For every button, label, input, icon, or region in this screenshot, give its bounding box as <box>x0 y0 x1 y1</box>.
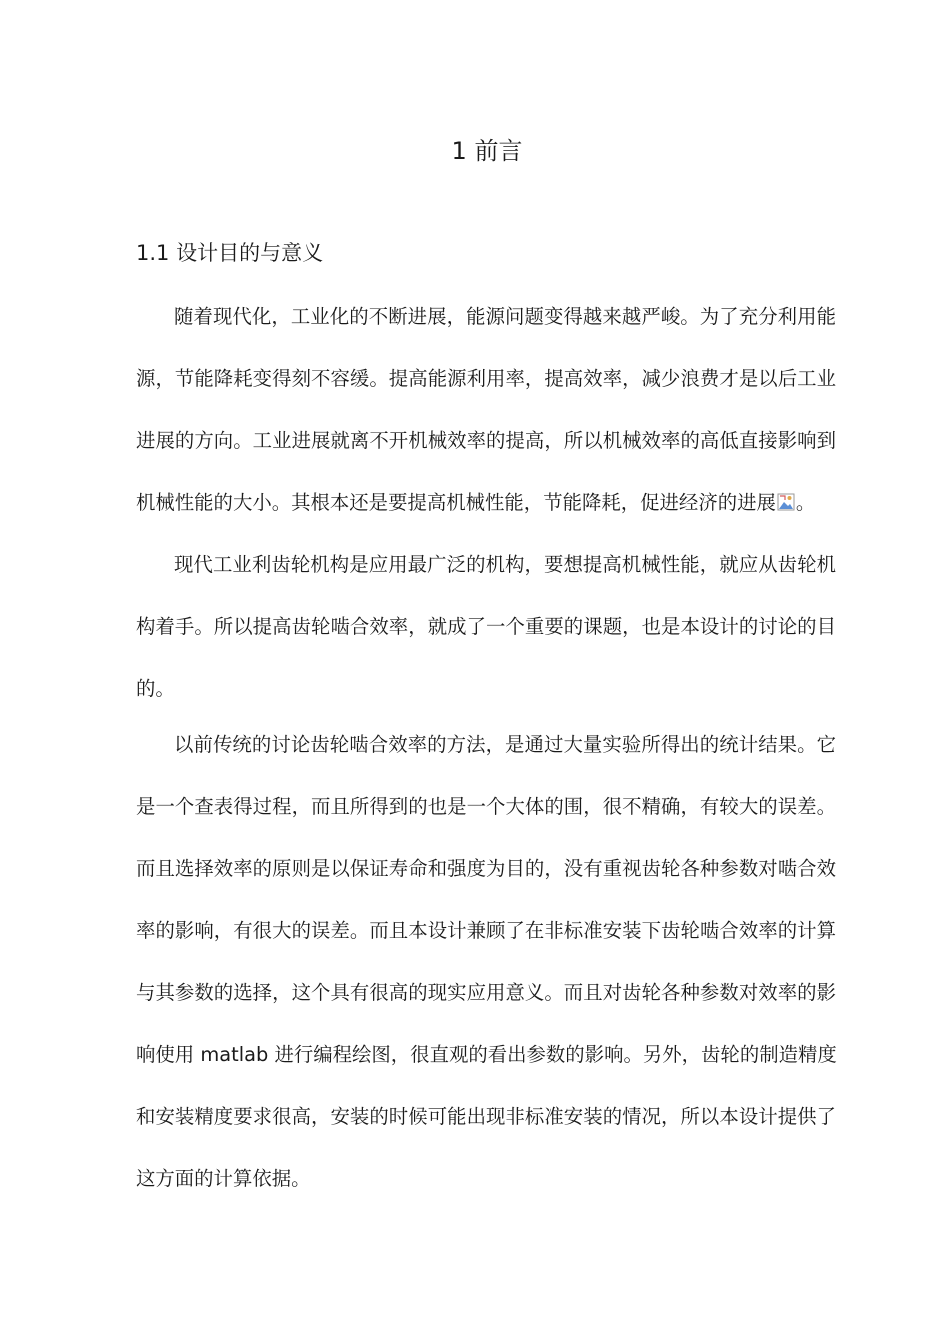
paragraph-2 <box>136 550 836 736</box>
paragraph-line: 进展的方向。工业进展就离不开机械效率的提高，所以机械效率的高低直接影响到 <box>136 429 836 452</box>
paragraph-line: 和安装精度要求很高，安装的时候可能出现非标准安装的情况，所以本设计提供了 <box>136 1105 836 1128</box>
section-heading: 1.1 设计目的与意义 <box>136 241 324 265</box>
paragraph-last-line <box>136 488 836 550</box>
paragraph-line-text: 机械性能的大小。其根本还是要提高机械性能，节能降耗，促进经济的进展 <box>136 491 776 514</box>
chapter-title: 1 前言 <box>451 137 523 165</box>
paragraph-3 <box>136 730 836 1226</box>
paragraph-line-text: 。 <box>795 491 816 514</box>
paragraph-line: 现代工业利齿轮机构是应用最广泛的机构，要想提高机械性能，就应从齿轮机 <box>174 553 836 576</box>
paragraph-line: 这方面的计算依据。 <box>136 1167 311 1190</box>
paragraph-1 <box>136 302 836 550</box>
paragraph-line: 随着现代化，工业化的不断进展，能源问题变得越来越严峻。为了充分利用能 <box>174 305 836 328</box>
paragraph-line: 的。 <box>136 677 175 700</box>
paragraph-line: 是一个查表得过程，而且所得到的也是一个大体的围，很不精确，有较大的误差。 <box>136 795 836 818</box>
paragraph-line: 与其参数的选择，这个具有很高的现实应用意义。而且对齿轮各种参数对效率的影 <box>136 981 836 1004</box>
paragraph-line: 响使用 matlab 进行编程绘图，很直观的看出参数的影响。另外，齿轮的制造精度 <box>136 1043 837 1066</box>
paragraph-line: 以前传统的讨论齿轮啮合效率的方法，是通过大量实验所得出的统计结果。它 <box>174 733 836 756</box>
paragraph-line: 率的影响，有很大的误差。而且本设计兼顾了在非标准安装下齿轮啮合效率的计算 <box>136 919 836 942</box>
broken-image-icon <box>777 493 795 511</box>
paragraph-line: 而且选择效率的原则是以保证寿命和强度为目的，没有重视齿轮各种参数对啮合效 <box>136 857 836 880</box>
paragraph-line: 源，节能降耗变得刻不容缓。提高能源利用率，提高效率，减少浪费才是以后工业 <box>136 367 836 390</box>
paragraph-line: 构着手。所以提高齿轮啮合效率，就成了一个重要的课题，也是本设计的讨论的目 <box>136 615 836 638</box>
